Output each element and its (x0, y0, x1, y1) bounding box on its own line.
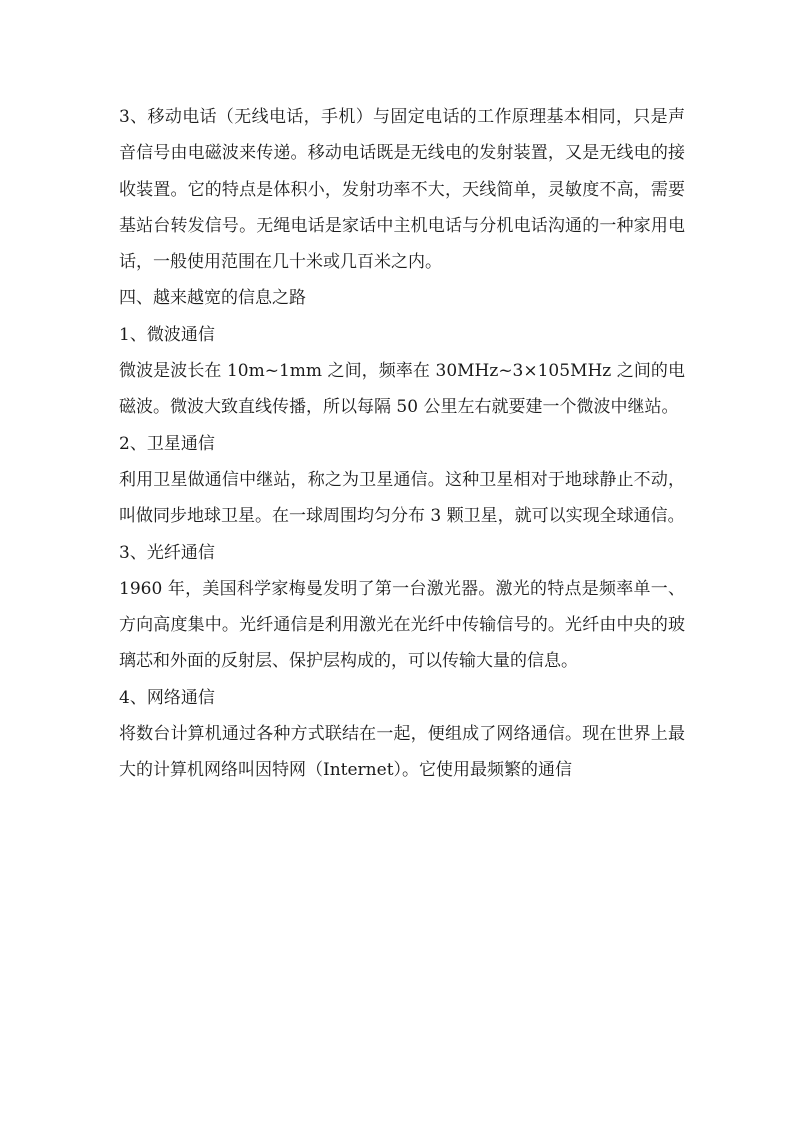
paragraph-microwave: 微波是波长在 10m~1mm 之间，频率在 30MHz~3×105MHz 之间的电磁波。微波大致直线传播，所以每隔 50 公里左右就要建一个微波中继站。 (119, 361, 685, 418)
paragraph-fiber: 1960 年，美国科学家梅曼发明了第一台激光器。激光的特点是频率单一、方向高度集中。光纤通信是利用激光在光纤中传输信号的。光纤由中央的玻璃芯和外面的反射层、保护层构成的，可以传输大量的信息。 (119, 578, 685, 672)
paragraph-mobile-phone: 3、移动电话（无线电话，手机）与固定电话的工作原理基本相同，只是声音信号由电磁波来传递。移动电话既是无线电的发射装置，又是无线电的接收装置。它的特点是体积小，发射功率不大，天线简单，灵敏度不高，需要基站台转发信号。无绳电话是家话中主机电话与分机电话沟通的一种家用电话，一般使用范围在几十米或几百米之内。 (119, 107, 685, 273)
subheading-fiber: 3、光纤通信 (119, 542, 215, 563)
subheading-network: 4、网络通信 (119, 687, 215, 708)
subheading-satellite: 2、卫星通信 (119, 433, 215, 454)
document-body (119, 99, 685, 789)
section-heading-info-road: 四、越来越宽的信息之路 (119, 288, 306, 309)
paragraph-satellite: 利用卫星做通信中继站，称之为卫星通信。这种卫星相对于地球静止不动，叫做同步地球卫星。在一球周围均匀分布 3 颗卫星，就可以实现全球通信。 (119, 469, 685, 527)
paragraph-network: 将数台计算机通过各种方式联结在一起，便组成了网络通信。现在世界上最大的计算机网络叫因特网（Internet）。它使用最频繁的通信 (119, 724, 685, 781)
subheading-microwave: 1、微波通信 (119, 324, 215, 345)
